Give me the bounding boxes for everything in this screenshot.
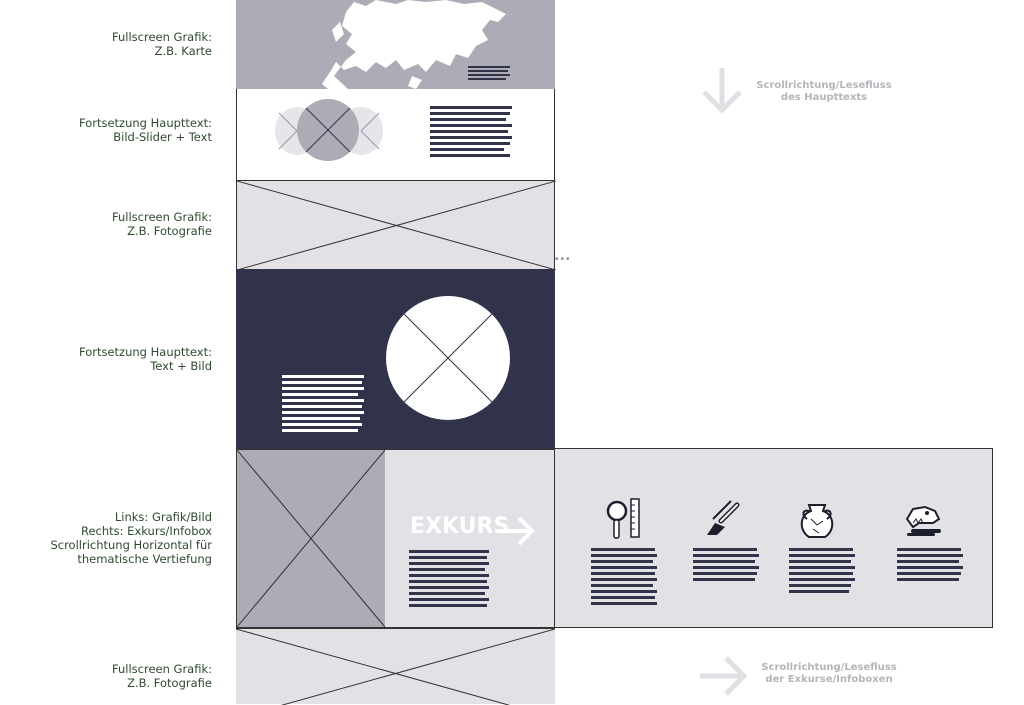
text-image-graphic <box>236 269 555 449</box>
horizontal-scroll-note: Scrollrichtung/Lesefluss der Exkurse/Infoboxen <box>761 662 897 685</box>
body-text-lines <box>282 375 364 432</box>
slider-pagination-dots[interactable]: ••• <box>555 254 572 265</box>
section-fullscreen-map <box>236 0 555 89</box>
europe-map-graphic <box>236 0 555 89</box>
card-4-text-lines <box>897 548 963 581</box>
label-image-slider-text: Fortsetzung Haupttext: Bild-Slider + Text <box>79 116 212 144</box>
label-fullscreen-map: Fullscreen Grafik: Z.B. Karte <box>111 30 212 58</box>
photo-placeholder-2 <box>236 629 555 705</box>
infobox-cards <box>555 449 992 627</box>
dinosaur-skull-icon <box>907 507 941 536</box>
graphic-placeholder <box>237 450 385 627</box>
photo-placeholder-1 <box>237 181 556 270</box>
label-excursion-infobox: Links: Grafik/Bild Rechts: Exkurs/Infobox Scrollrichtung Horizontal für thematische Vertiefung <box>50 510 212 566</box>
label-fullscreen-photo-2: Fullscreen Grafik: Z.B. Fotografie <box>111 662 212 690</box>
image-slider[interactable] <box>237 89 556 180</box>
section-excursion-graphic <box>236 449 386 628</box>
map-legend-lines <box>468 66 510 80</box>
horizontal-infobox-strip[interactable] <box>554 448 993 628</box>
brush-icon <box>707 501 737 535</box>
slider-text-lines <box>430 106 512 157</box>
section-image-slider-text <box>236 89 572 265</box>
label-text-image: Fortsetzung Haupttext: Text + Bild <box>79 345 212 373</box>
arrow-down-icon <box>700 66 744 114</box>
card-2-text-lines <box>693 548 759 581</box>
excursion-text-lines <box>409 550 489 607</box>
label-fullscreen-photo-1: Fullscreen Grafik: Z.B. Fotografie <box>111 210 212 238</box>
exkurs-heading: EXKURS <box>410 514 510 539</box>
arrow-right-scroll-icon <box>698 656 748 696</box>
section-text-image <box>236 269 555 449</box>
magnifier-ruler-icon <box>608 499 639 538</box>
excursion-content <box>385 450 555 629</box>
card-3-text-lines <box>789 548 855 593</box>
vertical-scroll-note: Scrollrichtung/Lesefluss des Haupttexts <box>756 80 892 103</box>
card-1-text-lines <box>591 548 657 605</box>
vase-icon <box>802 505 833 537</box>
section-fullscreen-photo-2 <box>236 628 555 704</box>
section-fullscreen-photo-1 <box>236 180 555 269</box>
